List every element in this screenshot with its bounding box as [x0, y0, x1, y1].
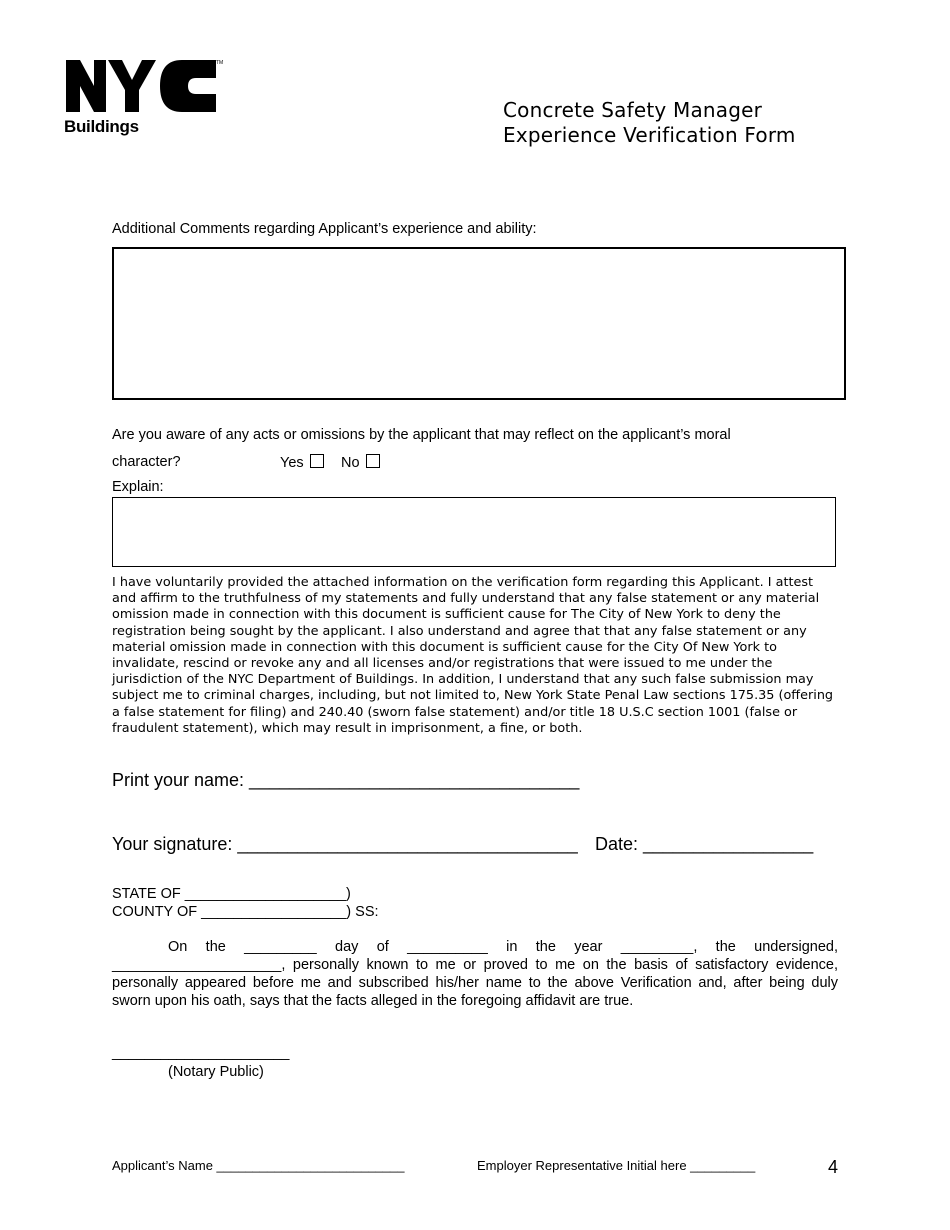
moral-question-line-2: character?: [112, 454, 181, 470]
nyc-logo-icon: [64, 58, 224, 114]
footer-applicant-name: Applicant’s Name __________________________: [112, 1158, 405, 1173]
explain-label: Explain:: [112, 479, 164, 495]
yes-option: [280, 454, 324, 471]
svg-text:TM: TM: [216, 60, 224, 66]
attestation-text: I have voluntarily provided the attached information on the verification form regarding this Applicant. I attest and affirm to the truthfulness of my statements and fully understand that any false statement or any material omission made in connection with this document is sufficient cause for The City of New York to deny the registration being sought by the applicant. I also understand and agree that that any false statement or any material omission made in connection with this document is sufficient cause for the City Of New York to invalidate, rescind or revoke any and all licenses and/or registrations that were issued to me under the jurisdiction of the NYC Department of Buildings. In addition, I understand that any such false submission may subject me to criminal charges, including, but not limited to, New York State Penal Law sections 175.35 (offering a false statement for filing) and 240.40 (sworn false statement) and/or title 18 U.S.C section 1001 (false or fraudulent statement), which may result in imprisonment, a fine, or both.: [112, 575, 834, 736]
explain-textarea[interactable]: [112, 497, 836, 567]
date-field[interactable]: Date: _________________: [595, 834, 814, 854]
nyc-buildings-logo: [64, 58, 226, 137]
logo-subtext: Buildings: [64, 117, 139, 136]
yes-label: Yes: [280, 455, 304, 471]
page-title: [503, 98, 796, 148]
moral-question-line-1: Are you aware of any acts or omissions by the applicant that may reflect on the applicant’s moral: [112, 427, 731, 443]
signature-field[interactable]: Your signature: __________________________________: [112, 834, 578, 854]
title-line-1: Concrete Safety Manager: [503, 98, 763, 122]
notary-signature-line: ______________________: [112, 1045, 290, 1061]
no-option: [341, 454, 380, 471]
footer-employer-initial: Employer Representative Initial here _________: [477, 1158, 756, 1173]
no-label: No: [341, 455, 360, 471]
page-number: 4: [828, 1157, 839, 1177]
comments-textarea[interactable]: [112, 247, 846, 400]
title-line-2: Experience Verification Form: [503, 123, 796, 147]
yes-checkbox[interactable]: [310, 454, 324, 468]
notary-public-label: (Notary Public): [168, 1064, 264, 1080]
comments-label: Additional Comments regarding Applicant’s experience and ability:: [112, 221, 537, 237]
state-of-line: STATE OF ____________________): [112, 886, 351, 902]
print-name-field[interactable]: Print your name: _________________________________: [112, 770, 580, 790]
affidavit-text: On the _________ day of __________ in the year _________, the undersigned, _____________________, personally known to me or proved to me on the basis of satisfactory evidence, personally appeared before me and subscribed his/her name to the above Verification and, after being duly sworn upon his oath, says that the facts alleged in the foregoing affidavit are true.: [112, 939, 838, 1009]
no-checkbox[interactable]: [366, 454, 380, 468]
county-of-line: COUNTY OF __________________) SS:: [112, 904, 379, 920]
